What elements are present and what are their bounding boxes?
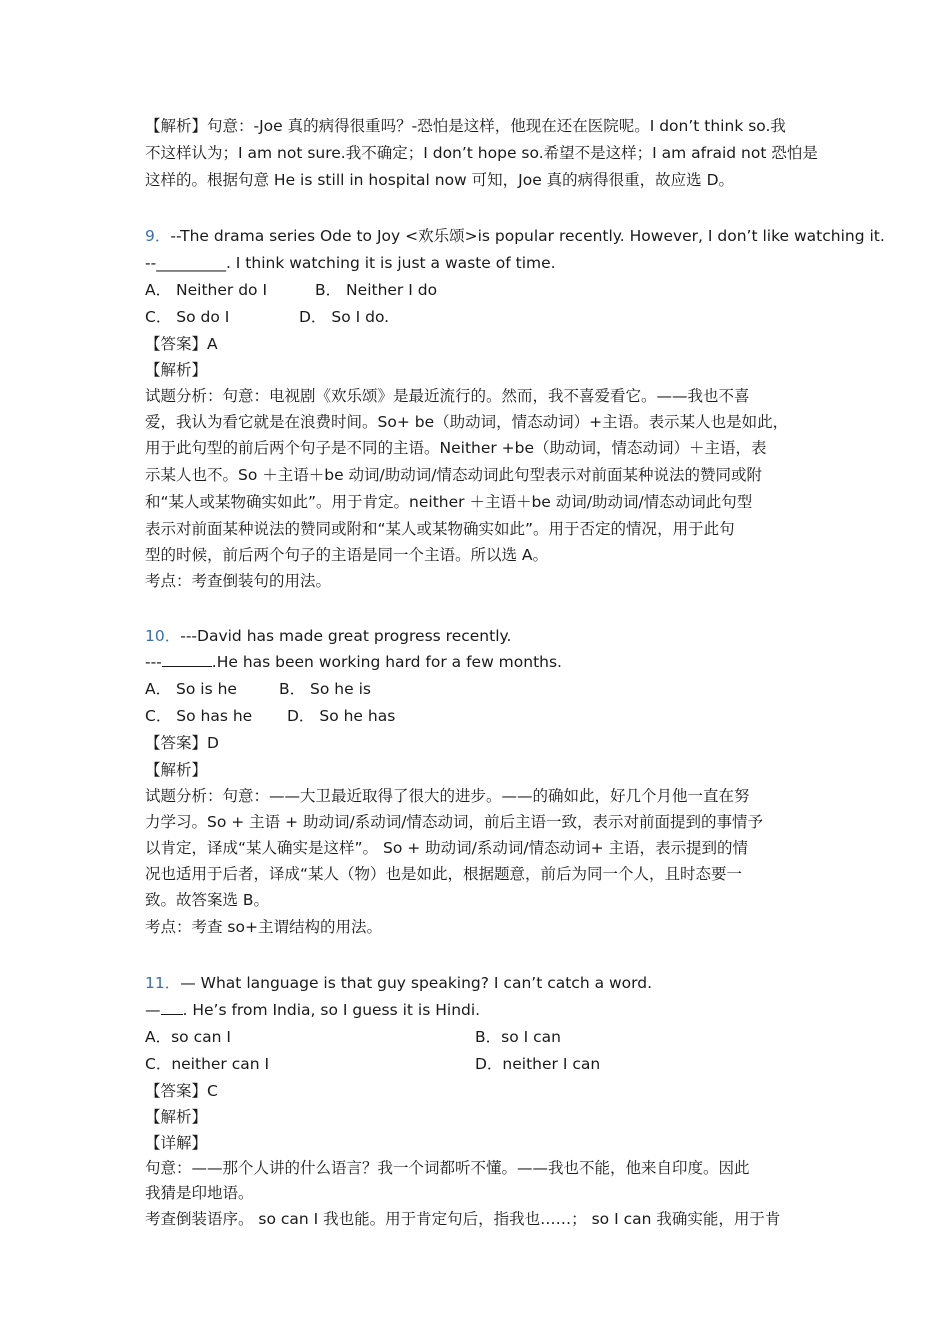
q10-analysis-line: 以肯定，译成“某人确实是这样”。 So + 助动词/系动词/情态动词+ 主语，表示提到的情 [145,839,749,857]
q9-blank: _________ [156,254,226,272]
q9-option-d: D． So I do. [299,308,390,326]
q9-point: 考点：考查倒装句的用法。 [145,572,332,590]
q9-answer: 【答案】A [145,335,218,353]
q11-answer: 【答案】C [145,1082,218,1100]
q10-option-d: D． So he has [287,707,396,725]
q11-number: 11． [145,974,181,992]
q11-option-c: C．neither can I [145,1055,270,1073]
q11-stem-text: — What language is that guy speaking? I can’t catch a word. [180,974,653,992]
q11-analysis-line: 我猜是印地语。 [145,1184,254,1202]
q9-analysis-line: 用于此句型的前后两个句子是不同的主语。Neither +be（助动词，情态动词）＋主语，表 [145,439,767,457]
q10-reply [145,652,562,672]
q9-reply-prefix: -- [145,254,157,272]
q10-stem [145,626,511,646]
q9-stem [145,226,885,246]
q9-analysis-line: 爱，我认为看它就是在浪费时间。So+ be（助动词，情态动词）+主语。表示某人也是如此， [145,413,789,431]
q10-reply-prefix: --- [145,653,162,671]
q8-analysis-line: 不这样认为；I am not sure.我不确定；I don’t hope so.希望不是这样；I am afraid not 恐怕是 [145,144,818,162]
q10-point: 考点：考查 so+主谓结构的用法。 [145,918,382,936]
q11-reply-prefix: — [145,1001,161,1019]
q10-answer: 【答案】D [145,734,219,752]
q8-analysis-line: 【解析】句意：-Joe 真的病得很重吗？-恐怕是这样，他现在还在医院呢。I don’t think so.我 [145,117,786,135]
q9-option-a: A． Neither do I [145,281,268,299]
q10-blank [162,652,212,667]
q10-reply-text: .He has been working hard for a few months. [211,653,562,671]
q10-number: 10． [145,627,181,645]
q11-analysis-head: 【解析】 [145,1108,208,1126]
q9-number: 9． [145,227,171,245]
q10-option-c: C． So has he [145,707,253,725]
q10-analysis-line: 试题分析：句意：——大卫最近取得了很大的进步。——的确如此，好几个月他一直在努 [145,787,750,805]
q9-analysis-line: 表示对前面某种说法的赞同或附和“某人或某物确实如此”。用于否定的情况，用于此句 [145,520,735,538]
q11-reply [145,1000,480,1020]
q10-stem-text: ---David has made great progress recently. [180,627,512,645]
q9-analysis-line: 型的时候，前后两个句子的主语是同一个主语。所以选 A。 [145,546,549,564]
q11-option-d: D．neither I can [475,1055,601,1073]
q10-analysis-line: 力学习。So + 主语 + 助动词/系动词/情态动词，前后主语一致，表示对前面提到的事情予 [145,813,763,831]
q9-option-b: B． Neither I do [315,281,438,299]
q10-option-a: A． So is he [145,680,237,698]
q10-analysis-line: 况也适用于后者，译成“某人（物）也是如此，根据题意，前后为同一个人，且时态要一 [145,865,743,883]
q11-detail-head: 【详解】 [145,1134,208,1152]
q9-option-c: C． So do I [145,308,230,326]
q11-option-a: A．so can I [145,1028,231,1046]
q10-option-b: B． So he is [279,680,371,698]
q9-analysis-line: 和“某人或某物确实如此”。用于肯定。neither ＋主语＋be 动词/助动词/情态动词此句型 [145,493,753,511]
q9-analysis-head: 【解析】 [145,361,208,379]
q9-analysis-line: 试题分析：句意：电视剧《欢乐颂》是最近流行的。然而，我不喜爱看它。——我也不喜 [145,387,750,405]
q10-analysis-head: 【解析】 [145,761,208,779]
q9-analysis-line: 示某人也不。So ＋主语＋be 动词/助动词/情态动词此句型表示对前面某种说法的赞同或附 [145,466,762,484]
q9-stem-text: --The drama series Ode to Joy <欢乐颂>is popular recently. However, I don’t like watching it. [170,227,885,245]
q9-reply-text: . I think watching it is just a waste of time. [225,254,556,272]
q10-analysis-line: 致。故答案选 B。 [145,891,270,909]
q11-blank [161,1000,183,1015]
q11-option-b: B．so I can [475,1028,561,1046]
q11-analysis-line: 句意：——那个人讲的什么语言？我一个词都听不懂。——我也不能，他来自印度。因此 [145,1159,750,1177]
q11-reply-text: . He’s from India, so I guess it is Hindi. [182,1001,481,1019]
q9-reply [145,253,556,273]
q11-stem [145,973,652,993]
q8-analysis-line: 这样的。根据句意 He is still in hospital now 可知，Joe 真的病得很重，故应选 D。 [145,171,735,189]
q11-analysis-line: 考查倒装语序。 so can I 我也能。用于肯定句后，指我也……； so I can 我确实能，用于肯 [145,1210,781,1228]
